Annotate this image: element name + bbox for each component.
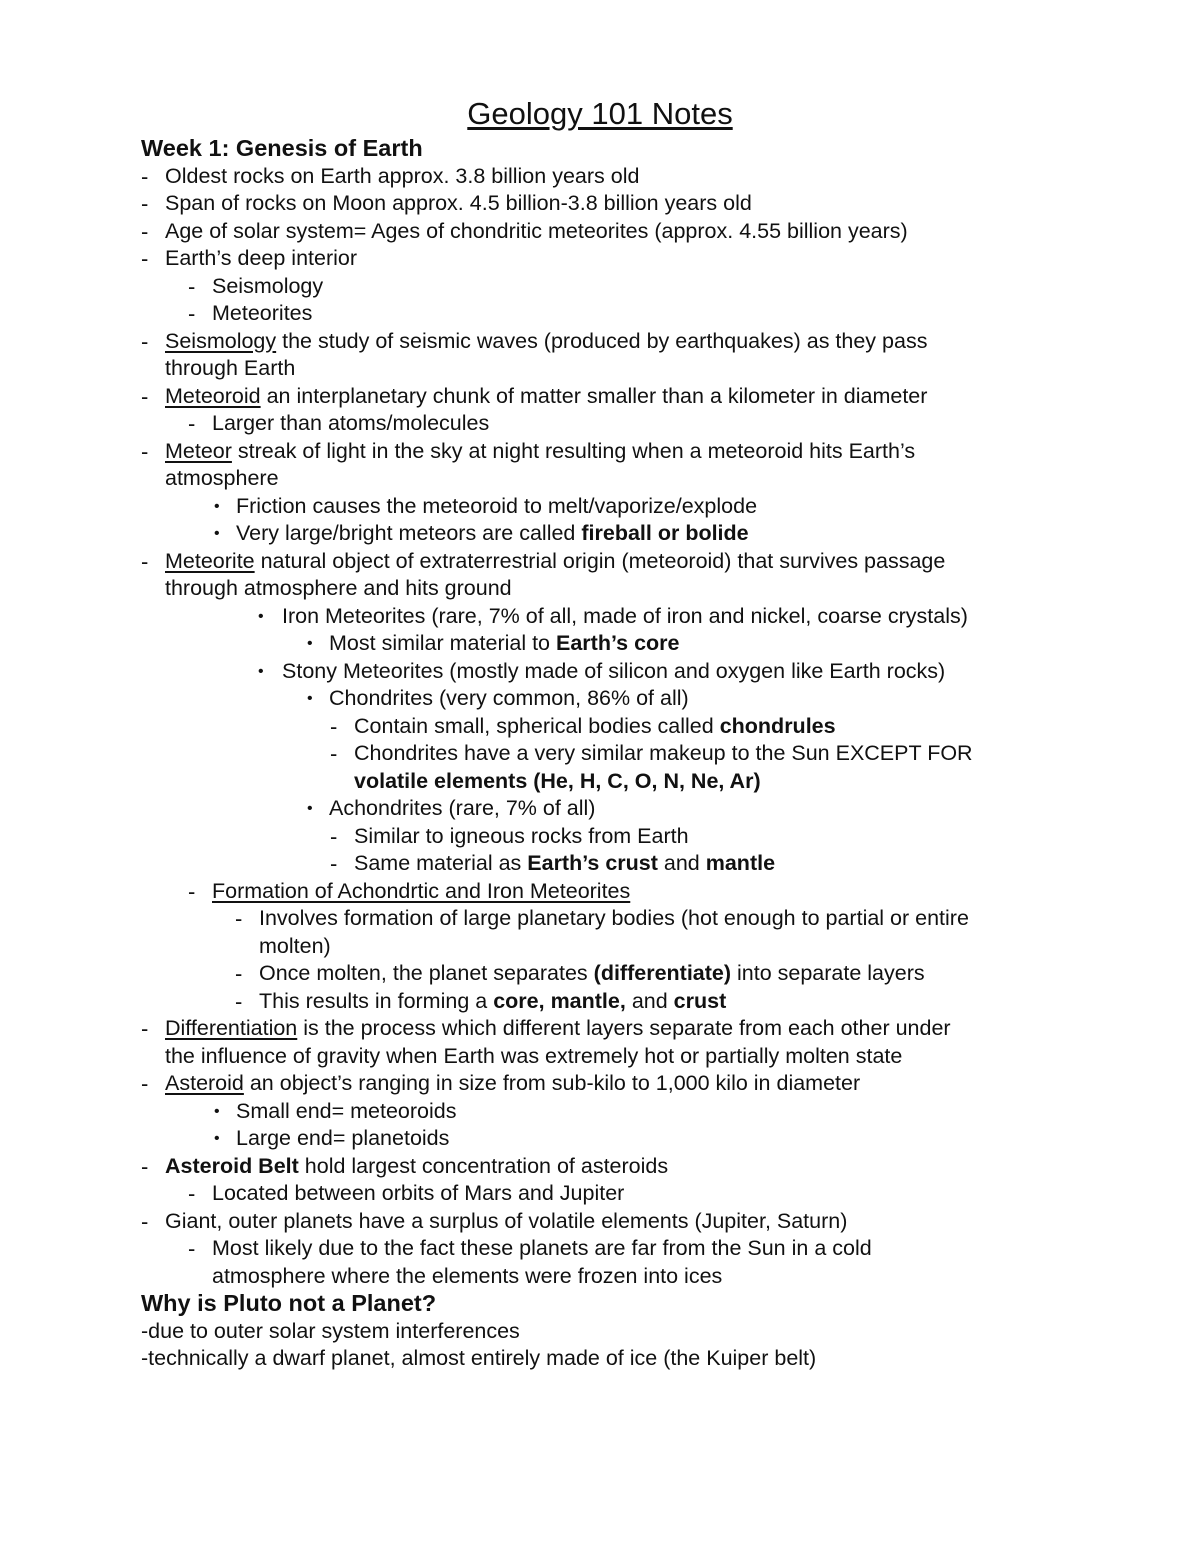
dash-marker: - (235, 961, 243, 986)
text-run: atmosphere (165, 466, 279, 490)
line-text (354, 713, 836, 741)
line-text (236, 1125, 449, 1153)
text-run: natural object of extraterrestrial origin (meteoroid) that survives passage (254, 548, 946, 573)
dash-marker: - (330, 851, 338, 876)
text-run: Same material as (354, 851, 528, 875)
line-text (165, 1015, 951, 1043)
dash-marker: - (141, 1071, 149, 1096)
list-item (0, 795, 1200, 823)
text-run: Similar to igneous rocks from Earth (354, 823, 689, 848)
list-item (0, 988, 1200, 1016)
bullet-marker: • (307, 800, 313, 817)
line-text (165, 575, 512, 603)
list-item (0, 410, 1200, 438)
list-item (0, 740, 1200, 768)
line-text (165, 328, 927, 356)
line-text (165, 218, 908, 246)
list-item (0, 163, 1200, 191)
line-text (165, 1208, 847, 1236)
list-item-continuation (0, 575, 1200, 603)
list-item (0, 630, 1200, 658)
dash-marker: - (141, 383, 149, 409)
line-text (165, 438, 915, 466)
dash-marker: - (188, 1181, 196, 1206)
line-text (236, 520, 749, 548)
text-run: Stony Meteorites (mostly made of silicon and oxygen like Earth rocks) (282, 658, 946, 683)
dash-marker: - (235, 988, 243, 1014)
text-run: atmosphere where the elements were frozen into ices (212, 1263, 723, 1288)
bold-text: chondrules (719, 713, 836, 738)
text-run: Chondrites have a very similar makeup to the Sun EXCEPT FOR (354, 741, 973, 765)
bold-text: (differentiate) (593, 961, 732, 985)
text-run: Iron Meteorites (rare, 7% of all, made of iron and nickel, coarse crystals) (282, 603, 968, 628)
list-item (0, 300, 1200, 328)
bullet-marker: • (258, 662, 264, 680)
text-run: Larger than atoms/molecules (212, 411, 490, 435)
dash-marker: - (188, 878, 196, 904)
line-text (212, 1263, 722, 1291)
list-item (0, 273, 1200, 301)
list-item (0, 960, 1200, 988)
dash-marker: - (141, 246, 149, 271)
dash-marker: - (141, 438, 149, 464)
bold-text: Why is Pluto not a Planet? (141, 1290, 437, 1316)
text-run: Very large/bright meteors are called (236, 521, 582, 545)
list-item (0, 1015, 1200, 1043)
dash-marker: - (141, 1153, 149, 1179)
line-text (259, 933, 331, 961)
line-text (259, 905, 969, 933)
line-text (165, 245, 357, 273)
line-text (236, 493, 757, 521)
list-item (0, 383, 1200, 411)
text-run: Most similar material to (329, 631, 556, 655)
list-item (0, 520, 1200, 548)
text-run: -technically a dwarf planet, almost entirely made of ice (the Kuiper belt) (141, 1346, 817, 1370)
dash-marker: - (235, 906, 243, 931)
dash-marker: - (141, 328, 149, 354)
line-text (165, 1043, 902, 1071)
bold-text: Earth’s crust (527, 851, 658, 875)
text-run: Involves formation of large planetary bodies (hot enough to partial or entire (259, 906, 969, 930)
text-run: into separate layers (731, 961, 925, 985)
line-text (165, 190, 752, 218)
line-text (354, 850, 775, 878)
text-run: Oldest rocks on Earth approx. 3.8 billion years old (165, 163, 640, 188)
line-text (354, 823, 689, 851)
list-item-continuation (0, 933, 1200, 961)
text-run: Friction causes the meteoroid to melt/vaporize/explode (236, 493, 758, 518)
text-run: Most likely due to the fact these planets are far from the Sun in a cold (212, 1236, 872, 1260)
line-text (165, 355, 295, 383)
bullet-marker: • (258, 607, 264, 625)
text-run: through Earth (165, 356, 296, 380)
bullet-marker: • (307, 635, 313, 652)
section-heading (0, 135, 1200, 163)
defined-term: Differentiation (165, 1016, 298, 1040)
line-text (329, 685, 689, 713)
text-run: through atmosphere and hits ground (165, 576, 512, 600)
defined-term: Meteorite (165, 548, 255, 573)
list-item (0, 1070, 1200, 1098)
text-run: Contain small, spherical bodies called (354, 713, 720, 738)
dash-marker: - (141, 548, 149, 574)
line-text (329, 630, 679, 658)
list-item-continuation (0, 1263, 1200, 1291)
dash-marker: - (188, 273, 196, 299)
list-item (0, 218, 1200, 246)
text-run: Age of solar system= Ages of chondritic meteorites (approx. 4.55 billion years) (165, 218, 908, 243)
bullet-marker: • (214, 497, 220, 515)
defined-term: Meteor (165, 438, 232, 463)
list-item (0, 1180, 1200, 1208)
bold-text: Asteroid Belt (165, 1153, 299, 1178)
list-item (0, 1318, 1200, 1346)
list-item (0, 685, 1200, 713)
line-text (141, 135, 423, 163)
bold-text: Week 1: Genesis of Earth (141, 135, 423, 161)
dash-marker: - (188, 1236, 196, 1261)
text-run: Small end= meteoroids (236, 1098, 457, 1123)
text-run: -due to outer solar system interferences (141, 1318, 520, 1343)
text-run: Giant, outer planets have a surplus of volatile elements (Jupiter, Saturn) (165, 1208, 848, 1233)
list-item (0, 658, 1200, 686)
line-text (354, 768, 761, 796)
list-item (0, 438, 1200, 466)
list-item (0, 603, 1200, 631)
line-text (212, 410, 489, 438)
list-item-continuation (0, 768, 1200, 796)
line-text (165, 1070, 860, 1098)
list-item (0, 1208, 1200, 1236)
list-item (0, 548, 1200, 576)
text-run: This results in forming a (259, 988, 494, 1013)
text-run: Once molten, the planet separates (259, 961, 594, 985)
text-run: the study of seismic waves (produced by earthquakes) as they pass (276, 328, 928, 353)
text-run: Chondrites (very common, 86% of all) (329, 686, 689, 710)
line-text (259, 988, 726, 1016)
dash-marker: - (141, 1208, 149, 1234)
bold-text: Earth’s core (556, 631, 680, 655)
dash-marker: - (188, 411, 196, 436)
list-item (0, 1098, 1200, 1126)
bullet-marker: • (214, 1102, 220, 1120)
text-run: streak of light in the sky at night resulting when a meteoroid hits Earth’s (231, 438, 916, 463)
line-text (329, 795, 595, 823)
bold-text: volatile elements (He, H, C, O, N, Ne, Ar) (354, 768, 761, 793)
text-run: Span of rocks on Moon approx. 4.5 billion-3.8 billion years old (165, 191, 752, 215)
bold-text: crust (673, 988, 727, 1013)
text-run: Large end= planetoids (236, 1126, 450, 1150)
line-text (282, 603, 968, 631)
line-text (212, 273, 323, 301)
document-title: Geology 101 Notes (467, 96, 733, 131)
text-run: Located between orbits of Mars and Jupiter (212, 1181, 625, 1205)
line-text (236, 1098, 457, 1126)
bold-text: mantle (705, 851, 776, 875)
dash-marker: - (188, 301, 196, 326)
defined-term: Formation of Achondrtic and Iron Meteorites (212, 878, 631, 903)
list-item (0, 493, 1200, 521)
line-text (282, 658, 945, 686)
line-text (141, 1290, 436, 1318)
list-item (0, 328, 1200, 356)
list-item (0, 850, 1200, 878)
line-text (165, 1153, 668, 1181)
line-text (212, 1180, 624, 1208)
list-item (0, 1345, 1200, 1373)
line-text (212, 1235, 872, 1263)
bullet-marker: • (214, 1130, 220, 1147)
list-item-continuation (0, 465, 1200, 493)
dash-marker: - (141, 191, 149, 216)
notes-body (0, 135, 1200, 1373)
text-run: and (657, 851, 706, 875)
dash-marker: - (330, 713, 338, 739)
text-run: molten) (259, 933, 331, 958)
line-text (141, 1345, 816, 1373)
text-run: Meteorites (212, 301, 313, 325)
line-text (141, 1318, 520, 1346)
list-item (0, 245, 1200, 273)
dash-marker: - (141, 218, 149, 244)
dash-marker: - (330, 741, 338, 766)
list-item (0, 905, 1200, 933)
dash-marker: - (330, 823, 338, 849)
text-run: hold largest concentration of asteroids (298, 1153, 669, 1178)
list-item-continuation (0, 355, 1200, 383)
dash-marker: - (141, 163, 149, 189)
line-text (212, 300, 312, 328)
text-run: Earth’s deep interior (165, 246, 358, 270)
list-item (0, 713, 1200, 741)
text-run: the influence of gravity when Earth was extremely hot or partially molten state (165, 1043, 903, 1068)
list-item (0, 823, 1200, 851)
text-run: is the process which different layers separate from each other under (297, 1016, 951, 1040)
bullet-marker: • (307, 690, 313, 707)
list-item (0, 1153, 1200, 1181)
text-run: an interplanetary chunk of matter smaller than a kilometer in diameter (260, 383, 928, 408)
bold-text: core, mantle, (493, 988, 626, 1013)
defined-term: Meteoroid (165, 383, 261, 408)
line-text (165, 163, 639, 191)
list-item (0, 1235, 1200, 1263)
section-heading (0, 1290, 1200, 1318)
dash-marker: - (141, 1016, 149, 1041)
text-run: Seismology (212, 273, 324, 298)
list-item (0, 1125, 1200, 1153)
line-text (165, 383, 927, 411)
line-text (212, 878, 630, 906)
text-run: and (625, 988, 674, 1013)
line-text (165, 548, 945, 576)
defined-term: Asteroid (165, 1071, 244, 1095)
defined-term: Seismology (165, 328, 277, 353)
list-item-continuation (0, 1043, 1200, 1071)
text-run: an object’s ranging in size from sub-kilo to 1,000 kilo in diameter (243, 1071, 861, 1095)
line-text (259, 960, 925, 988)
line-text (165, 465, 279, 493)
text-run: Achondrites (rare, 7% of all) (329, 796, 596, 820)
list-item (0, 190, 1200, 218)
list-item (0, 878, 1200, 906)
line-text (354, 740, 973, 768)
bullet-marker: • (214, 525, 220, 542)
bold-text: fireball or bolide (581, 521, 749, 545)
